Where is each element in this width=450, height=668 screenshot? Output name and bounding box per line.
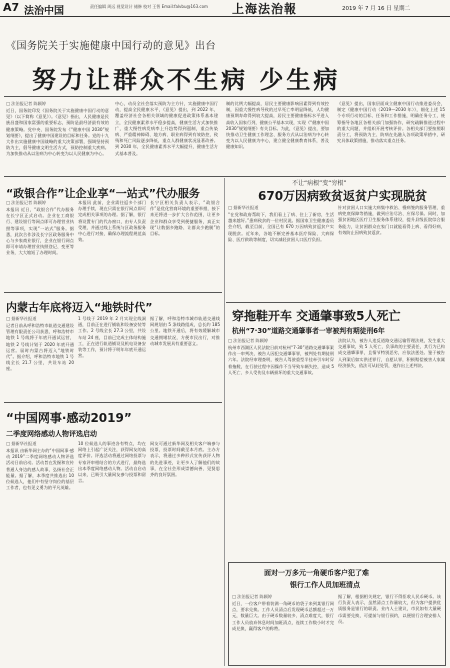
lead-subtitle: 《国务院关于实施健康中国行动的意见》出台 [6,41,216,52]
shoes-column-2: 法院认为，被告人违反道路交通运输管理法规，发生重大交通事故，致 5 人死亡，负事故的主要责任，其行为已构成交通肇事罪，且情节特别恶劣，应依法惩处。鉴于被告人到案后如实供述罪行，自愿认罪，积极赔偿被害人家属经济损失，依法可从轻处罚，遂作出上述判决。 [338,338,445,368]
box-title: 面对一万多元一角硬币客户犯了难 [264,569,369,577]
net-column-1: 本报讯 由新华网主办的“中国网事·感动 2019”二季度网络感动人物评选活动日前启动。活动旨在发掘和宣传普通人身边的感人故事，弘扬社会正能量。据了解，本季度共推选出 10 位候选人，他们中有坚守岗位的基层工作者，也有见义勇为的平凡英雄。 [6,448,74,491]
shoes-title: 穿拖鞋开车 交通肇事致5人死亡 [232,309,401,323]
gov-column-1: 本报讯 近日，“政银合作”代办服务在长宁区正式启动。企业在工商银行、建设银行等网点即可办理营业执照等事项，实现“一站式”服务。据悉，此次合作涉及长宁区政务服务中心与多家商业银行，企业在银行网点即可申请办理营业执照登记、变更等业务，大大缩短了办理时间。 [6,207,74,256]
box-column-2: 据了解，根据相关规定，银行不得拒收人民币硬币。该行负责人表示，虽然清点工作量较大，但为客户提供优质服务是银行的职责。业内人士建议，市民如有大量硬币需要兑换，可提前与银行预约，以便银行合理安排人员。 [338,594,441,624]
shoes-byline: □ 法治报记者 陈颖婷 [228,338,269,343]
page-number: A7 [3,1,20,14]
illness-byline: □ 据新华社报道 [228,205,259,210]
lead-column-1: 近日，国务院印发《国务院关于实施健康中国行动的意见》（以下简称《意见》）。《意见》指出，人民健康是民族昌盛和国家富强的重要标志，预防是最经济最有效的健康策略。党中央、国务院发布《“健康中国 2030”规划纲要》，提出了健康中国建设的目标和任务。党的十九大作出实施健康中国战略的重大决策部署，强调坚持预防为主，倡导健康文明生活方式，预防控制重大疾病。为加快推动从以治病为中心转变为以人民健康为中心。 [6,108,109,157]
gov-byline: □ 法治报记者 陈颖婷 [6,200,47,205]
lead-byline: □ 法治报记者 陈颖婷 [6,101,47,106]
illness-divider [226,302,446,303]
illness-column-1: “在党和政府帮助下，我们看上了病、住上了新房，生活越来越好。”患病致贫的一位村民说。据国家卫生健康委员会介绍，截至目前，全国已有 670 万因病致贫返贫户实现脱贫。近年来，各地不断完善基本医疗保险、大病保险、医疗救助等制度，切实减轻贫困人口医疗负担。 [228,212,334,242]
newspaper-logo: 上海法治報 [232,2,298,16]
illness-column-2: 针对贫困人口实施大病集中救治、慢病签约服务管理、重病兜底保障等措施，做到应治尽治、应保尽保。同时，加强贫困地区医疗卫生服务体系建设，提升县级医院综合服务能力，让贫困群众在家门口就能看得上病、看得好病，有效防止因病致贫返贫。 [338,205,445,235]
metro-column-2: 1 号线于 2019 年 2 月实现全线洞通，目前正在进行铺轨和设备安装等工作。2 号线全长 27.3 公里，共设车站 24 座，目前已完成主体结构施工，正在进行轨道铺设及机电设备安装等工作，预计将于明年年底开通运营。 [78,316,146,359]
masthead [0,0,450,17]
editor-info: 责任编辑 周远 视觉设计 储修 校对 王智 Email:falvbu@163.com [90,4,208,9]
illness-title: 670万因病致贫返贫户实现脱贫 [258,189,428,203]
metro-column-1: 记者日前从呼和浩特市轨道交通建设管理有限责任公司获悉，呼和浩特市地铁 1 号线将于年底开通试运营，地铁 2 号线计划于 2020 年底开通运营。届时内蒙古将迈入“地铁时代”。据介绍，呼和浩特市地铁 1 号线全长 21.7 公里，共设车站 20 座。 [6,323,74,372]
gov-title: “政银合作”让企业享“一站式”代办服务 [6,187,200,200]
lead-divider [4,96,446,97]
gov-column-2: 本报讯 此前，企业需往返多个部门办理手续，现在只需在银行网点即可完成相关事项的办理。据了解，银行将设置专门的代办窗口，由专人负责受理，并通过线上系统与区政务服务中心进行对接，确保办理流程规范高效。 [78,200,146,243]
metro-title: 内蒙古年底将迈入“地铁时代” [6,301,153,314]
column-separator [224,178,225,666]
lead-headline: 努力让群众不生病 少生病 [32,66,341,94]
net-column-3: 网友可通过新华网及相关客户端参与投票，投票时间截至本月底。主办方表示，将通过多种形式宣传获评人物的先进事迹，让更多人了解他们的故事，在全社会形成崇德向善、见贤思齐的良好氛围。 [150,441,220,478]
shoes-subtitle: 杭州“7·30”道路交通肇事者一审被判有期徒刑6年 [232,327,385,335]
lead-column-4: 《意见》提出，国家层面成立健康中国行动推进委员会，制定《健康中国行动（2019—2030 年）》，细化上述 15 个专项行动的目标、任务和工作措施，明确任务分工，统筹指导各地区各相关部门加强协作，研究疏解推进过程中的重大问题，并组织开展考核评价。各相关部门要按照职责分工，将预防为主、防病在先融入各项政策举措中，研究具体政策措施，推动落实重点任务。 [337,101,445,144]
issue-date: 2019 年 7 月 16 日 星期二 [342,6,410,12]
net-title: “中国网事·感动2019” [6,411,132,425]
gov-column-3: 长宁区相关负责人表示，“政银合作”是优化营商环境的重要举措，接下来还将进一步扩大合作范围，让更多企业和群众享受到便捷服务，真正实现“让数据多跑路、让群众少跑腿”的目标。 [150,200,220,237]
net-subtitle: 二季度网络感动人物评选启动 [6,430,97,438]
illness-kicker: 不让“病根”变“穷根” [292,180,347,187]
lead-bottom-divider [4,176,446,177]
metro-column-3: 据了解，呼和浩特市城市轨道交通线网规划由 5 条线路组成，总长约 185 公里。地铁开通后，将有效缓解城市交通拥堵状况，方便市民出行，对推动城市发展具有重要意义。 [150,316,220,346]
section-name: 法治中国 [24,6,64,17]
metro-divider [4,402,222,403]
box-subtitle: 银行工作人员加班清点 [290,581,360,589]
gov-divider [4,292,222,293]
metro-byline: □ 据新华社报道 [6,316,37,321]
lead-column-3: 制的比例大幅提高，居民主要健康影响因素得到有效控制，因重大慢性病导致的过早死亡率明显降低，人均健康预期寿命得到较大提高，居民主要健康指标水平进入高收入国家行列，健康公平基本实现，实现《“健康中国 2030”规划纲要》有关目标。为此，《意见》提出，要加快推动卫生健康工作理念、服务方式从以治病为中心转变为以人民健康为中心，建立健全健康教育体系，普及健康知识。 [226,101,329,150]
box-byline: □ 法治报记者 陈颖婷 [232,594,273,599]
box-column-1: 近日，一位客户带着装满一角硬币的袋子来到某银行网点，要求兑换。工作人员清点后发现硬币总额超过一万元，数量巨大。由于硬币数量较多、清点难度大，银行工作人员放弃休息时间加班清点，连续工作数小时才完成兑换，赢得客户的称赞。 [232,601,334,631]
lead-column-2: 中心，动员全社会落实预防为主方针，实施健康中国行动，提高全民健康水平，《意见》提出，到 2022 年，覆盖经济社会各相关领域的健康促进政策体系基本建立，全民健康素养水平稳步提高，健康生活方式加快推广，重大慢性病发病率上升趋势得到遏制，重点传染病、严重精神障碍、地方病、职业病得到有效防控，致残和死亡风险逐步降低，重点人群健康状况显著改善。到 2030 年，全民健康素养水平大幅提升，健康生活方式基本普及。 [115,101,218,156]
net-byline: □ 据新华社报道 [6,441,37,446]
shoes-column-1: 杭州市西湖区人民法院日前对杭州“7·30”道路交通肇事案作出一审判决，被告人因犯交通肇事罪，被判处有期徒刑六年。法院经审理查明，被告人驾驶重型半挂牵引车时穿着拖鞋，在行驶过程中因操作不当导致车辆失控，造成 5 人死亡、多人受伤及车辆损坏的重大交通事故。 [228,345,334,375]
net-column-2: 10 位候选人的事迹各有特点，均在网络上引起广泛关注，获得网友的高度评价。评选活动将通过网络投票与专家评审相结合的方式进行，最终选出本季度网络感动人物。活动自启动以来，已吸引大量网友参与投票和留言。 [78,441,146,484]
